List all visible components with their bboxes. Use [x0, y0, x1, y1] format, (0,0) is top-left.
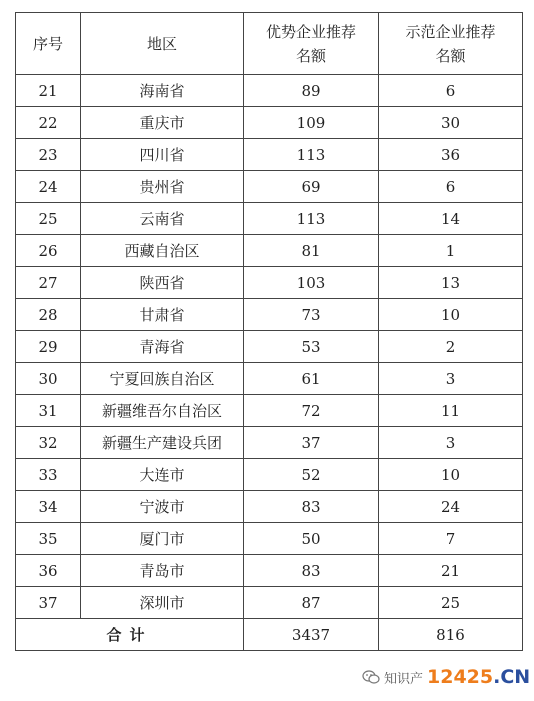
cell-advantage-quota: 53: [244, 331, 379, 363]
cell-advantage-quota: 81: [244, 235, 379, 267]
cell-index: 34: [16, 491, 81, 523]
cell-advantage-quota: 109: [244, 107, 379, 139]
cell-index: 24: [16, 171, 81, 203]
table-row: [16, 107, 523, 139]
total-row: [16, 619, 523, 651]
cell-demo-quota: 10: [379, 459, 523, 491]
cell-advantage-quota: 52: [244, 459, 379, 491]
table-row: [16, 331, 523, 363]
cell-advantage-quota: 50: [244, 523, 379, 555]
cell-region: 大连市: [81, 459, 244, 491]
cell-region: 西藏自治区: [81, 235, 244, 267]
cell-demo-quota: 2: [379, 331, 523, 363]
cell-advantage-quota: 69: [244, 171, 379, 203]
cell-index: 30: [16, 363, 81, 395]
table-row: [16, 555, 523, 587]
wechat-icon: [362, 670, 380, 684]
table-row: [16, 427, 523, 459]
cell-index: 27: [16, 267, 81, 299]
cell-region: 新疆维吾尔自治区: [81, 395, 244, 427]
watermark-text: 知识产: [384, 671, 424, 687]
cell-index: 36: [16, 555, 81, 587]
cell-region: 重庆市: [81, 107, 244, 139]
cell-index: 31: [16, 395, 81, 427]
table-row: [16, 395, 523, 427]
cell-advantage-quota: 72: [244, 395, 379, 427]
cell-demo-quota: 3: [379, 427, 523, 459]
cell-region: 厦门市: [81, 523, 244, 555]
table-row: [16, 75, 523, 107]
cell-demo-quota: 25: [379, 587, 523, 619]
cell-region: 陕西省: [81, 267, 244, 299]
quota-table-container: [15, 12, 522, 651]
table-row: [16, 523, 523, 555]
cell-region: 海南省: [81, 75, 244, 107]
cell-demo-quota: 7: [379, 523, 523, 555]
cell-advantage-quota: 83: [244, 555, 379, 587]
cell-index: 29: [16, 331, 81, 363]
table-row: [16, 491, 523, 523]
cell-demo-quota: 24: [379, 491, 523, 523]
cell-index: 21: [16, 75, 81, 107]
cell-demo-quota: 13: [379, 267, 523, 299]
cell-region: 深圳市: [81, 587, 244, 619]
table-row: [16, 587, 523, 619]
table-row: [16, 171, 523, 203]
cell-advantage-quota: 73: [244, 299, 379, 331]
cell-demo-quota: 10: [379, 299, 523, 331]
cell-index: 35: [16, 523, 81, 555]
cell-region: 青岛市: [81, 555, 244, 587]
cell-index: 32: [16, 427, 81, 459]
watermark-brand-number: 12425: [427, 666, 494, 688]
total-label: 合计: [16, 619, 244, 651]
cell-demo-quota: 30: [379, 107, 523, 139]
total-advantage: 3437: [244, 619, 379, 651]
table-row: [16, 299, 523, 331]
watermark-brand-domain: .CN: [493, 666, 531, 688]
cell-index: 22: [16, 107, 81, 139]
cell-advantage-quota: 89: [244, 75, 379, 107]
cell-demo-quota: 6: [379, 171, 523, 203]
cell-demo-quota: 6: [379, 75, 523, 107]
table-row: [16, 363, 523, 395]
cell-region: 甘肃省: [81, 299, 244, 331]
cell-advantage-quota: 113: [244, 203, 379, 235]
quota-table: [15, 12, 523, 651]
cell-index: 26: [16, 235, 81, 267]
header-demo-quota: 示范企业推荐 名额: [379, 13, 523, 75]
cell-index: 28: [16, 299, 81, 331]
table-body: [16, 75, 523, 619]
cell-advantage-quota: 103: [244, 267, 379, 299]
table-row: [16, 203, 523, 235]
cell-index: 33: [16, 459, 81, 491]
cell-demo-quota: 14: [379, 203, 523, 235]
cell-advantage-quota: 83: [244, 491, 379, 523]
header-index: 序号: [16, 13, 81, 75]
table-row: [16, 267, 523, 299]
watermark-brand: [427, 666, 530, 688]
cell-region: 贵州省: [81, 171, 244, 203]
cell-region: 宁夏回族自治区: [81, 363, 244, 395]
cell-index: 25: [16, 203, 81, 235]
table-row: [16, 459, 523, 491]
table-row: [16, 139, 523, 171]
cell-region: 宁波市: [81, 491, 244, 523]
table-row: [16, 235, 523, 267]
cell-index: 37: [16, 587, 81, 619]
cell-advantage-quota: 61: [244, 363, 379, 395]
cell-demo-quota: 11: [379, 395, 523, 427]
cell-demo-quota: 3: [379, 363, 523, 395]
cell-index: 23: [16, 139, 81, 171]
cell-advantage-quota: 37: [244, 427, 379, 459]
header-region: 地区: [81, 13, 244, 75]
cell-demo-quota: 21: [379, 555, 523, 587]
header-advantage-quota: 优势企业推荐 名额: [244, 13, 379, 75]
cell-demo-quota: 36: [379, 139, 523, 171]
cell-demo-quota: 1: [379, 235, 523, 267]
cell-region: 四川省: [81, 139, 244, 171]
cell-region: 青海省: [81, 331, 244, 363]
cell-advantage-quota: 113: [244, 139, 379, 171]
cell-region: 云南省: [81, 203, 244, 235]
table-header-row: [16, 13, 523, 75]
total-demo: 816: [379, 619, 523, 651]
cell-region: 新疆生产建设兵团: [81, 427, 244, 459]
watermark: [362, 666, 530, 688]
cell-advantage-quota: 87: [244, 587, 379, 619]
